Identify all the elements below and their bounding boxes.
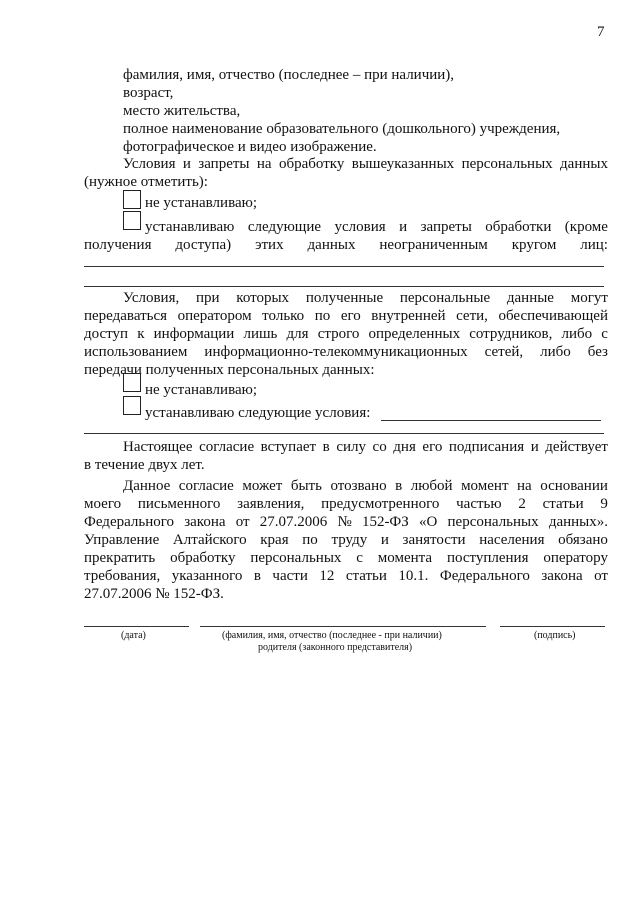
paragraph-line (84, 549, 608, 567)
paragraph-line (84, 531, 608, 549)
word: запреты (198, 156, 250, 172)
word: данных (307, 237, 356, 253)
word: на (517, 478, 532, 494)
word: 27.07.2006 (259, 514, 328, 530)
word: неограниченным (379, 237, 488, 253)
word: любой (410, 478, 453, 494)
word: Управление (84, 532, 160, 548)
checkbox-set-conditions-1[interactable] (123, 211, 141, 230)
page-number: 7 (597, 24, 605, 40)
word: передаваться (84, 308, 168, 324)
word: при (195, 290, 220, 306)
word: которых (236, 290, 290, 306)
fill-line (381, 420, 601, 421)
word: действует (545, 439, 608, 455)
word: 152-ФЗ (361, 514, 409, 530)
word: этих (255, 237, 284, 253)
word: Условия, (123, 290, 180, 306)
word: могут (570, 290, 608, 306)
word: предусмотренного (321, 496, 440, 512)
word: быть (290, 478, 322, 494)
word: сети, (456, 308, 488, 324)
word: дня (393, 439, 416, 455)
word: части (272, 568, 308, 584)
option-set-conditions-label-2: устанавливаю следующие условия: (145, 405, 371, 421)
paragraph-line (84, 325, 608, 343)
word: отозвано (330, 478, 387, 494)
word: Настоящее (123, 439, 193, 455)
word: следующие (247, 219, 322, 235)
word: согласие (178, 478, 234, 494)
word: подписания (448, 439, 525, 455)
word: 2 (518, 496, 526, 512)
signature-line-name (200, 626, 486, 627)
fill-line (84, 286, 604, 287)
word: 10.1. (398, 568, 429, 584)
word: к (137, 326, 145, 342)
word: на (256, 156, 272, 172)
word: обязано (558, 532, 608, 548)
word: момент (461, 478, 509, 494)
word: строго (317, 326, 360, 342)
word: и (530, 439, 539, 455)
word: внутренней (371, 308, 446, 324)
paragraph-line (84, 343, 608, 361)
paragraph-line: в течение двух лет. (84, 457, 205, 473)
word: Алтайского (172, 532, 247, 548)
word: данных (560, 156, 608, 172)
word: обработки (485, 219, 552, 235)
signature-sign-caption: (подпись) (534, 630, 576, 641)
paragraph-line: передачи полученных персональных данных: (84, 362, 375, 378)
word: поступления (446, 550, 529, 566)
signature-line-sign (500, 626, 605, 627)
checkbox-set-conditions-2[interactable] (123, 396, 141, 415)
word: «О (419, 514, 438, 530)
paragraph-line (84, 495, 608, 513)
word: статьи (542, 496, 584, 512)
word: Федерального (84, 514, 175, 530)
word: условия (334, 219, 386, 235)
word: полученные (305, 290, 384, 306)
word: либо (540, 344, 571, 360)
signature-name-caption-2: родителя (законного представителя) (258, 642, 413, 653)
word: занятости (402, 532, 466, 548)
word: от (594, 568, 608, 584)
paragraph-line (84, 307, 608, 325)
word: силу (336, 439, 366, 455)
word: Данное (123, 478, 171, 494)
word: вступает (260, 439, 317, 455)
word: и (182, 156, 191, 172)
fill-line (84, 266, 604, 267)
conditions-intro-line1 (123, 155, 608, 173)
word: получения (84, 237, 152, 253)
word: только (262, 308, 305, 324)
option-set-conditions-line1 (145, 218, 608, 236)
word: согласие (199, 439, 255, 455)
word: вышеуказанных (351, 156, 455, 172)
checkbox-not-set-1[interactable] (123, 190, 141, 209)
conditions-intro-line2: (нужное отметить): (84, 174, 208, 190)
word: закона (184, 514, 226, 530)
signature-name-caption: (фамилия, имя, отчество (последнее - при наличии) (222, 630, 442, 641)
word: обработку (170, 550, 236, 566)
word: кругом (511, 237, 557, 253)
word: оператором (177, 308, 252, 324)
word: моего (84, 496, 122, 512)
word: края (260, 532, 289, 548)
paragraph-line (84, 567, 608, 585)
word: труду (331, 532, 368, 548)
word: по (314, 308, 331, 324)
word: 12 (319, 568, 335, 584)
list-item: фотографическое и видео изображение. (123, 139, 377, 155)
word: информационно-телекоммуникационных (204, 344, 468, 360)
word: персональных (447, 514, 539, 530)
word: письменного (137, 496, 221, 512)
word: использованием (84, 344, 188, 360)
word: доступа) (175, 237, 232, 253)
word: может (242, 478, 283, 494)
word: момента (377, 550, 433, 566)
word: персональных (461, 156, 553, 172)
word: 9 (600, 496, 608, 512)
word: основании (540, 478, 608, 494)
list-item: место жительства, (123, 103, 241, 119)
word: частью (456, 496, 502, 512)
word: без (587, 344, 608, 360)
word: указанного (171, 568, 243, 584)
option-set-conditions-line2 (84, 236, 608, 254)
word: со (372, 439, 387, 455)
word: и (380, 532, 389, 548)
word: в (322, 439, 330, 455)
word: оператору (543, 550, 608, 566)
word: для (286, 326, 309, 342)
word: доступ (84, 326, 129, 342)
word: в (253, 568, 261, 584)
list-item: возраст, (123, 85, 174, 101)
word: лишь (243, 326, 278, 342)
checkbox-not-set-2[interactable] (123, 373, 141, 392)
word: с (356, 550, 363, 566)
signature-line-date (84, 626, 189, 627)
word: № (337, 514, 352, 530)
paragraph-line: 27.07.2006 № 152-ФЗ. (84, 586, 224, 602)
word: запреты (420, 219, 472, 235)
signature-date-caption: (дата) (121, 630, 146, 641)
paragraph-line (84, 513, 608, 531)
word: Условия (123, 156, 176, 172)
word: статьи (345, 568, 387, 584)
fill-line (84, 433, 604, 434)
word: требования, (84, 568, 161, 584)
word: сотрудников, (469, 326, 553, 342)
word: персональные (399, 290, 491, 306)
word: данные (506, 290, 554, 306)
word: его (422, 439, 443, 455)
word: заявления, (237, 496, 305, 512)
paragraph-line (123, 477, 608, 495)
word: прекратить (84, 550, 156, 566)
list-item: полное наименование образовательного (дошкольного) учреждения, (123, 121, 561, 137)
paragraph-line (123, 438, 608, 456)
word: населения (479, 532, 545, 548)
word: Федерального (439, 568, 530, 584)
word: сетей, (484, 344, 524, 360)
word: данных». (548, 514, 608, 530)
list-item: фамилия, имя, отчество (последнее – при наличии), (123, 67, 455, 83)
word: персональных (250, 550, 342, 566)
option-not-set-label-1: не устанавливаю; (145, 195, 257, 211)
word: (кроме (564, 219, 608, 235)
word: и (399, 219, 408, 235)
word: закона (541, 568, 583, 584)
word: устанавливаю (145, 219, 235, 235)
word: его (340, 308, 361, 324)
word: в (395, 478, 403, 494)
word: обеспечивающей (498, 308, 608, 324)
word: лиц: (580, 237, 608, 253)
word: по (302, 532, 318, 548)
word: обработку (278, 156, 345, 172)
paragraph-line (123, 289, 608, 307)
word: либо (561, 326, 593, 342)
word: информации (153, 326, 235, 342)
word: с (601, 326, 608, 342)
word: определенных (368, 326, 461, 342)
option-not-set-label-2: не устанавливаю; (145, 382, 257, 398)
word: от (235, 514, 250, 530)
